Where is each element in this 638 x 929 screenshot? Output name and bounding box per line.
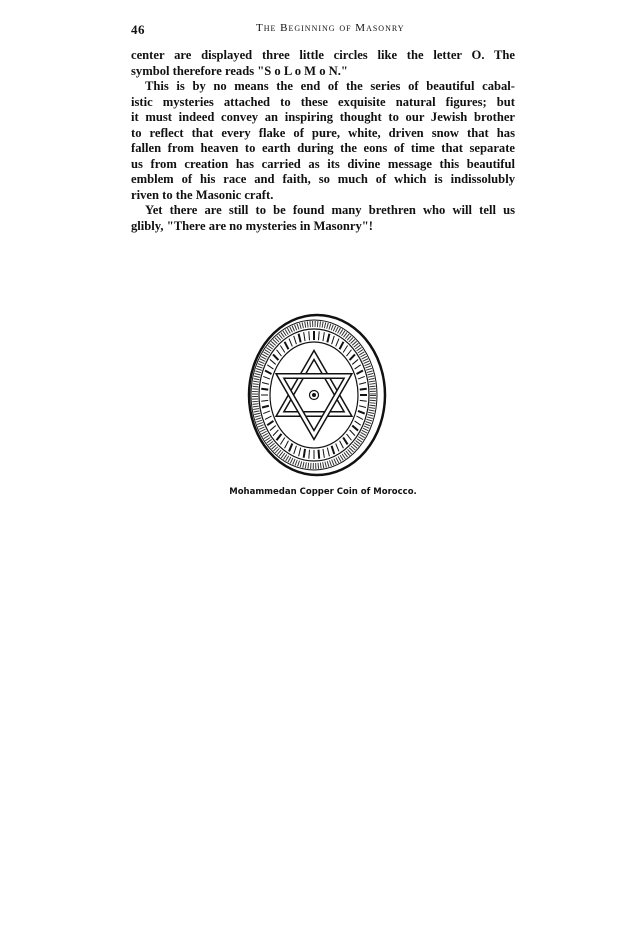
text-line: riven to the Masonic craft. [131, 187, 274, 202]
text-line: center are displayed three little circles like the letter O. The [131, 48, 515, 62]
text-line: it must indeed convey an inspiring thought to our Jewish brother [131, 110, 515, 124]
inscription-mark [360, 389, 367, 390]
text-line: istic mysteries attached to these exquisite natural figures; but [131, 94, 515, 109]
inscription-mark [319, 450, 320, 459]
text-line: Yet there are still to be found many brethren who will tell us [145, 203, 515, 217]
text-line: symbol therefore reads "S o L o M o N." [131, 63, 348, 78]
text-line: fallen from heaven to earth during the eons of time that separate [131, 141, 515, 155]
inscription-mark [304, 449, 305, 458]
coin-figure [244, 310, 394, 480]
inscription-mark [309, 450, 310, 459]
text-line: emblem of his race and faith, so much of which is indissolubly [131, 172, 515, 186]
page-number: 46 [131, 22, 145, 37]
text-line: This is by no means the end of the series of beautiful cabal- [145, 79, 515, 93]
inscription-mark [261, 389, 268, 390]
text-line: us from creation has carried as its divine message this beautiful [131, 156, 515, 171]
coin-illustration [244, 310, 394, 480]
text-line: glibly, "There are no mysteries in Masonry"! [131, 218, 373, 233]
text-line: to reflect that every flake of pure, white, driven snow that has [131, 125, 515, 140]
body-text [131, 48, 515, 234]
figure-caption: Mohammedan Copper Coin of Morocco. [229, 487, 417, 497]
running-title: The Beginning of Masonry [256, 22, 405, 34]
inscription-mark [319, 331, 320, 340]
page-header [131, 22, 513, 40]
inscription-mark [309, 331, 310, 340]
